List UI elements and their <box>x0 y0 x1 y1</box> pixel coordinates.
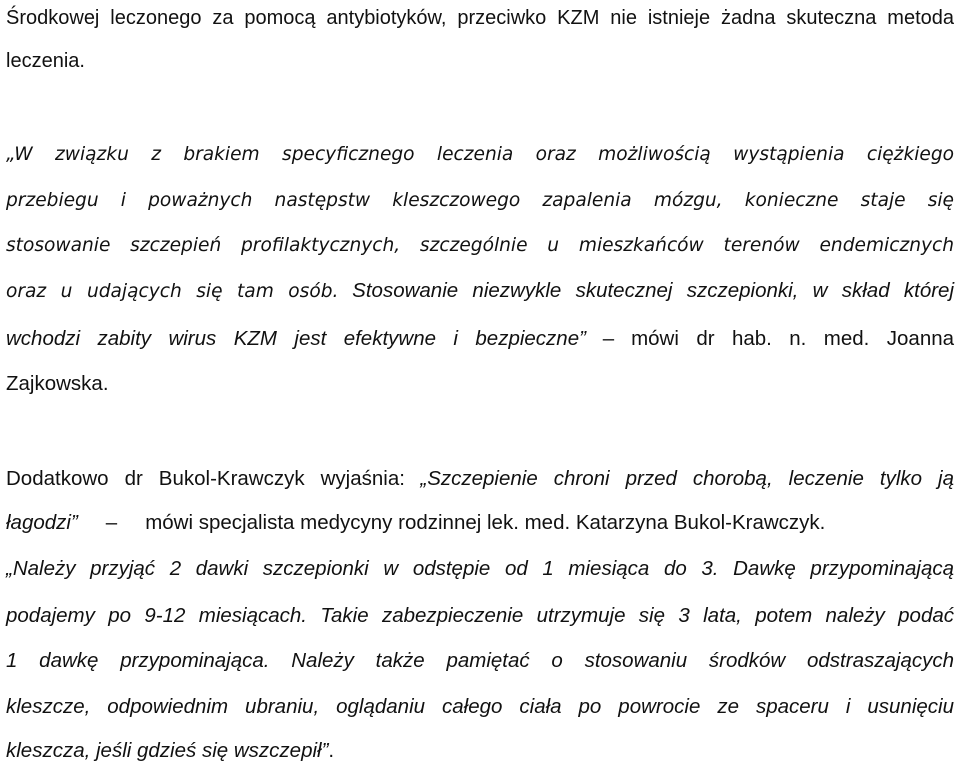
paragraph3-line1 <box>6 464 954 494</box>
paragraph3-line4: podajemy po 9-12 miesiącach. Takie zabezpieczenie utrzymuje się 3 lata, potem należy podać <box>6 604 954 627</box>
paragraph3-line2-dash: – <box>105 511 118 534</box>
paragraph1-line2: leczenia. <box>6 50 85 72</box>
paragraph3-line7-quote: kleszcza, jeśli gdzieś się wszczepił” <box>6 739 329 762</box>
paragraph2-line3: stosowanie szczepień profilaktycznych, szczególnie u mieszkańców terenów endemicznych <box>6 235 954 256</box>
paragraph2-line4-continuation: Stosowanie niezwykle skutecznej szczepionki, w skład której <box>352 279 955 302</box>
paragraph2-line2: przebiegu i poważnych następstw kleszczowego zapalenia mózgu, konieczne staje się <box>6 190 954 211</box>
paragraph2-line5-dash: – <box>602 327 615 350</box>
paragraph3-line3: „Należy przyjąć 2 dawki szczepionki w odstępie od 1 miesiąca do 3. Dawkę przypominającą <box>6 557 954 580</box>
paragraph3-line2-attribution: mówi specjalista medycyny rodzinnej lek. med. Katarzyna Bukol-Krawczyk. <box>145 511 826 534</box>
paragraph3-line1-intro: Dodatkowo dr Bukol-Krawczyk wyjaśnia: <box>6 467 405 490</box>
paragraph2-line4-quote: oraz u udających się tam osób. <box>6 281 339 302</box>
paragraph3-line6: kleszcze, odpowiednim ubraniu, oglądaniu całego ciała po powrocie ze spaceru i usunięciu <box>6 695 954 718</box>
paragraph2-line6: Zajkowska. <box>6 372 109 395</box>
paragraph2-line5 <box>6 324 954 354</box>
paragraph3-line5: 1 dawkę przypominająca. Należy także pamiętać o stosowaniu środków odstraszających <box>6 649 954 672</box>
paragraph3-line2 <box>6 508 825 538</box>
paragraph3-line1-quote: „Szczepienie chroni przed chorobą, leczenie tylko ją <box>420 467 954 490</box>
paragraph3-line7-period: . <box>328 739 335 762</box>
paragraph3-line2-quote: łagodzi” <box>6 511 78 534</box>
paragraph2-line5-attribution: mówi dr hab. n. med. Joanna <box>631 327 955 350</box>
paragraph2-line5-quote: wchodzi zabity wirus KZM jest efektywne i bezpieczne” <box>6 327 586 350</box>
paragraph3-line7 <box>6 736 334 766</box>
paragraph2-line4 <box>6 276 954 307</box>
paragraph2-line1: „W związku z brakiem specyficznego leczenia oraz możliwością wystąpienia ciężkiego <box>6 144 954 165</box>
paragraph1-line1: Środkowej leczonego za pomocą antybiotyków, przeciwko KZM nie istnieje żadna skuteczna metoda <box>6 7 954 29</box>
